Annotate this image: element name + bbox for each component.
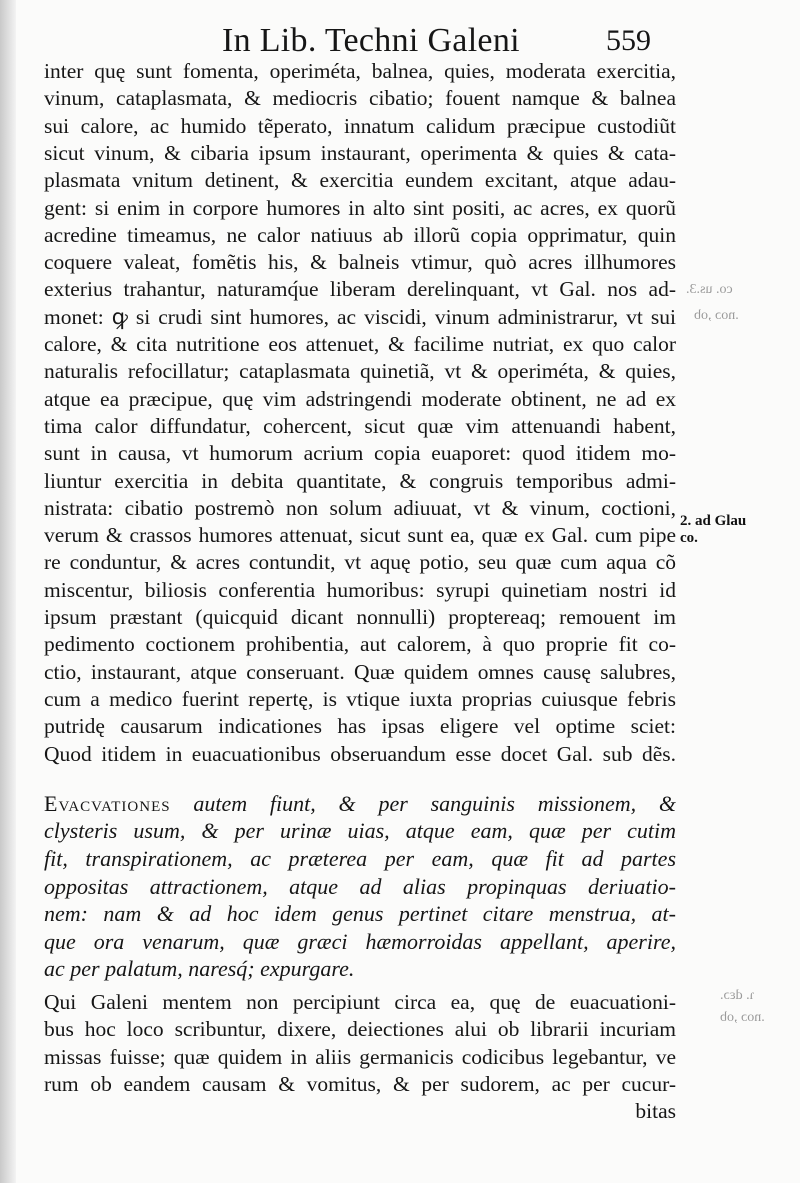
text-line: ctio, instaurant, atque conseruant. Quæ quidem omnes causę salubres, [44, 659, 676, 684]
text-line: missas fuisse; quæ quidem in aliis germanicis codicibus legebantur, ve [44, 1044, 676, 1069]
running-title: In Lib. Techni Galeni [222, 22, 520, 59]
italic-line: nem: nam & ad hoc idem genus pertinet citare menstrua, at- [44, 901, 676, 927]
italic-line: fit, transpirationem, ac præterea per eam, quæ fit ad partes [44, 846, 676, 871]
section-lead-word: Evacvationes [44, 790, 171, 816]
italic-line [44, 790, 676, 817]
text-line: pedimento coctionem prohibentia, aut calorem, à quo proprie fit co- [44, 632, 676, 657]
text-line: sui calore, ac humido tẽperato, innatum calidum præcipue custodiũt [44, 113, 676, 138]
bleed-through-mark: ɿ. dεɔ. [720, 988, 755, 1003]
text-line: bus hoc loco scribuntur, dixere, deiectiones alui ob librarii incuriam [44, 1017, 676, 1042]
bleed-through-mark: .noɔ ,ob [720, 1010, 765, 1025]
margin-note-line: 2. ad Glau [680, 513, 747, 529]
text-line: plasmata vnitum detinent, & exercitia eundem excitant, atque adau- [44, 168, 676, 193]
text-line: ipsum præstant (quicquid dicant nonnulli) proptereaq; remouent im [44, 605, 676, 629]
text-line: Quod itidem in euacuationibus obseruandum esse docet Gal. sub dẽs. [44, 741, 676, 766]
italic-text: autem fiunt, & per sanguinis missionem, & [170, 790, 676, 816]
text-line: re conduntur, & acres contundit, vt aquę potio, seu quæ cum aqua cõ [44, 550, 676, 575]
bleed-through-mark: .noɔ ,ob [694, 308, 739, 323]
text-line: nistrata: cibatio postremò non solum adiuuat, vt & vinum, coctioni, [44, 495, 676, 520]
text-line: inter quę sunt fomenta, operiméta, balnea, quies, moderata exercitia, [44, 59, 676, 83]
margin-note-line: co. [680, 530, 698, 546]
text-line: calore, & cita nutritione eos attenuet, & facilime nutriat, ex quo calor [44, 332, 676, 356]
italic-line: clysteris usum, & per urinæ uias, atque eam, quæ per cutim [44, 818, 676, 844]
text-line: liuntur exercitia in debita quantitate, & congruis temporibus admi- [44, 468, 676, 493]
italic-line: ac per palatum, naresq́; expurgare. [44, 956, 355, 982]
text-line: tima calor diffundatur, cohercent, sicut quæ vim attenuandi habent, [44, 413, 676, 438]
text-line: coquere valeat, fomẽtis his, & balneis vtimur, quò acres illhumores [44, 250, 676, 275]
margin-note [680, 513, 746, 547]
page-number: 559 [606, 24, 651, 57]
text-line: sunt in causa, vt humorum acrium copia euaporet: quod itidem mo- [44, 441, 676, 466]
bleed-through-mark: co. us.3. [686, 282, 733, 297]
gutter-shadow [0, 0, 16, 1183]
text-line: gent: si enim in corpore humores in alto sint positi, ac acres, ex quorũ [44, 195, 676, 220]
text-line: exterius trahantur, naturamq́ue liberam derelinquant, vt Gal. nos ad- [44, 277, 676, 302]
text-line: cum a medico fuerint repertę, is vtique iuxta proprias cuiusque febris [44, 686, 676, 711]
text-line: rum ob eandem causam & vomitus, & per sudorem, ac per cucur- [44, 1071, 676, 1096]
text-line: putridę causarum indicationes has ipsas eligere vel optime sciet: [44, 714, 676, 739]
text-line: naturalis refocillatur; cataplasmata quinetiã, vt & operiméta, & quies, [44, 359, 676, 384]
running-header [0, 14, 800, 59]
text-line: vinum, cataplasmata, & mediocris cibatio; fouent namque & balnea [44, 86, 676, 111]
text-line: miscentur, biliosis conferentia humoribus: syrupi quinetiam nostri id [44, 577, 676, 602]
text-line: verum & crassos humores attenuat, sicut sunt ea, quæ ex Gal. cum pipe [44, 523, 676, 548]
text-line: Qui Galeni mentem non percipiunt circa ea, quę de euacuationi- [44, 990, 676, 1014]
text-line: atque ea præcipue, quę vim adstringendi moderate obtinent, ne ad ex [44, 386, 676, 411]
text-line: acredine timeamus, ne calor natiuus ab illorũ copia opprimatur, quin [44, 222, 676, 247]
italic-line: que ora venarum, quæ græci hæmorroidas appellant, aperire, [44, 928, 676, 954]
text-line: sicut vinum, & cibaria ipsum instaurant, operimenta & quies & cata- [44, 140, 676, 165]
italic-line: oppositas attractionem, atque ad alias propinquas deriuatio- [44, 873, 676, 899]
text-line: monet: ꝙ si crudi sint humores, ac viscidi, vinum administrarur, vt sui [44, 304, 676, 329]
text-line: bitas [635, 1099, 676, 1124]
